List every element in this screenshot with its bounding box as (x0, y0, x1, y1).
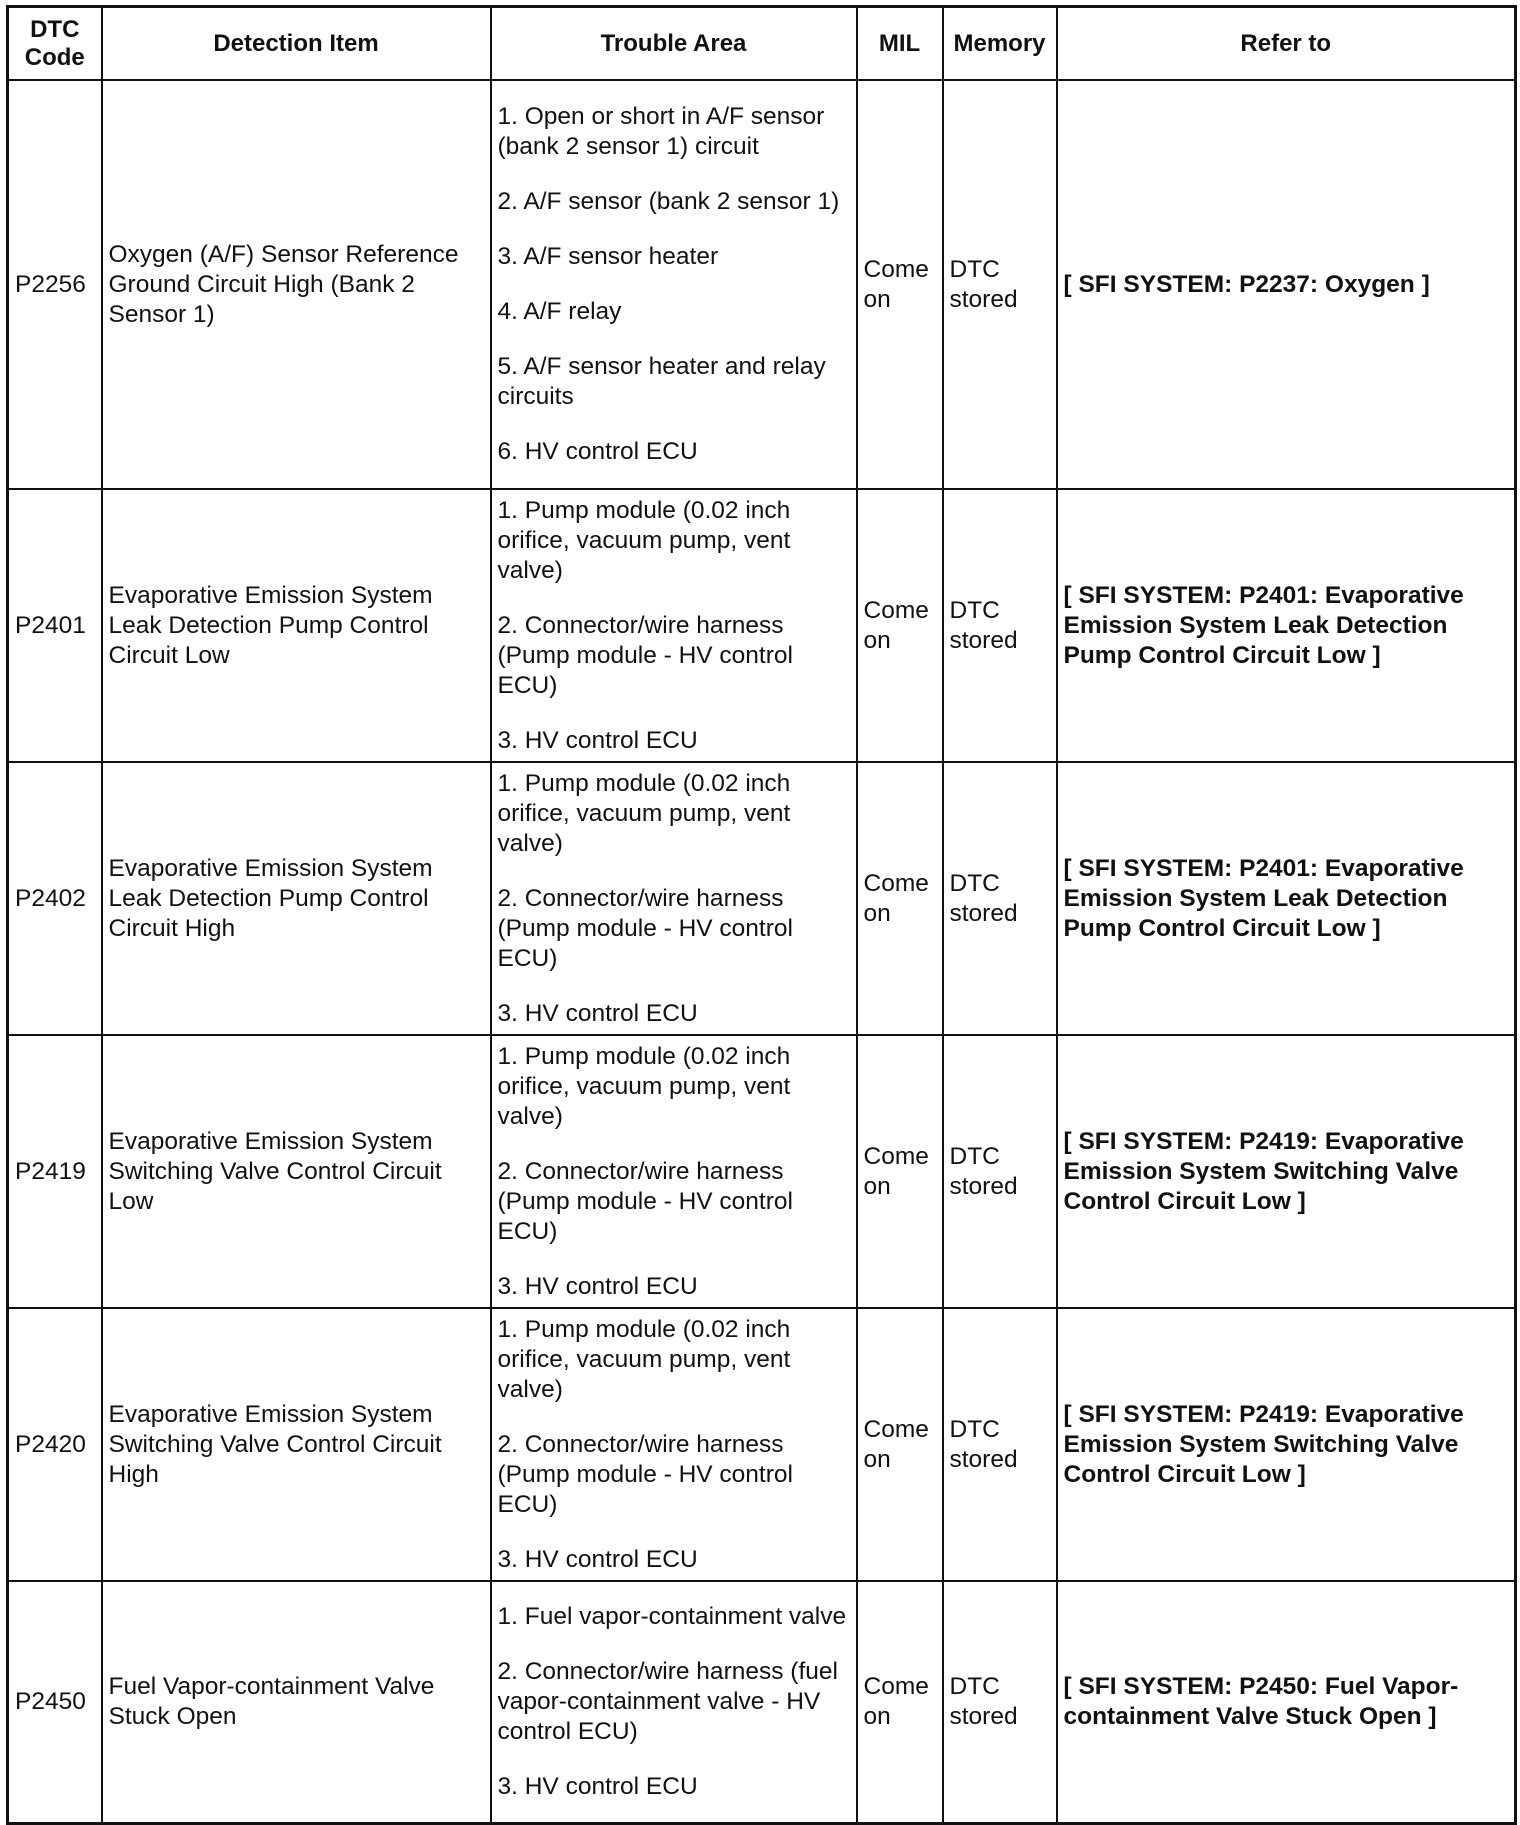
mil-status: Come on (857, 762, 943, 1035)
memory-status: DTC stored (943, 762, 1057, 1035)
mil-status: Come on (857, 1581, 943, 1823)
trouble-item: 1. Open or short in A/F sensor (bank 2 sensor 1) circuit (497, 103, 825, 160)
trouble-item: 2. Connector/wire harness (Pump module - HV control ECU) (497, 884, 793, 972)
mil-status: Come on (857, 80, 943, 489)
trouble-item: 2. Connector/wire harness (Pump module - HV control ECU) (497, 611, 793, 699)
refer-link[interactable]: [ SFI SYSTEM: P2401: Evaporative Emission System Leak Detection Pump Control Circuit Low ] (1057, 489, 1516, 762)
header-detection-item: Detection Item (102, 7, 491, 81)
detection-item: Evaporative Emission System Leak Detection Pump Control Circuit Low (102, 489, 491, 762)
dtc-code: P2256 (8, 80, 102, 489)
trouble-item: 3. A/F sensor heater (497, 243, 719, 270)
refer-link[interactable]: [ SFI SYSTEM: P2419: Evaporative Emission System Switching Valve Control Circuit Low ] (1057, 1035, 1516, 1308)
trouble-area (491, 1581, 857, 1823)
dtc-code: P2402 (8, 762, 102, 1035)
trouble-item: 2. A/F sensor (bank 2 sensor 1) (497, 188, 840, 215)
header-trouble-area: Trouble Area (491, 7, 857, 81)
detection-item: Evaporative Emission System Switching Valve Control Circuit Low (102, 1035, 491, 1308)
trouble-item: 3. HV control ECU (497, 726, 698, 754)
trouble-item: 1. Pump module (0.02 inch orifice, vacuum pump, vent valve) (497, 1315, 791, 1403)
trouble-item: 1. Pump module (0.02 inch orifice, vacuum pump, vent valve) (497, 1042, 791, 1130)
trouble-item: 3. HV control ECU (497, 1772, 698, 1800)
trouble-item: 3. HV control ECU (497, 999, 698, 1027)
table-row (8, 489, 1516, 762)
table-row (8, 1308, 1516, 1581)
dtc-code: P2401 (8, 489, 102, 762)
trouble-item: 4. A/F relay (497, 298, 622, 325)
detection-item: Evaporative Emission System Switching Valve Control Circuit High (102, 1308, 491, 1581)
trouble-area (491, 1308, 857, 1581)
dtc-code: P2419 (8, 1035, 102, 1308)
trouble-item: 2. Connector/wire harness (Pump module - HV control ECU) (497, 1157, 793, 1245)
trouble-item: 2. Connector/wire harness (Pump module - HV control ECU) (497, 1430, 793, 1518)
trouble-item: 3. HV control ECU (497, 1545, 698, 1573)
refer-link[interactable]: [ SFI SYSTEM: P2450: Fuel Vapor-containment Valve Stuck Open ] (1057, 1581, 1516, 1823)
trouble-item: 2. Connector/wire harness (fuel vapor-containment valve - HV control ECU) (497, 1657, 838, 1745)
header-dtc-code: DTC Code (8, 7, 102, 81)
mil-status: Come on (857, 1308, 943, 1581)
trouble-item: 1. Pump module (0.02 inch orifice, vacuum pump, vent valve) (497, 496, 791, 584)
memory-status: DTC stored (943, 1308, 1057, 1581)
refer-link[interactable]: [ SFI SYSTEM: P2419: Evaporative Emission System Switching Valve Control Circuit Low ] (1057, 1308, 1516, 1581)
memory-status: DTC stored (943, 489, 1057, 762)
refer-link[interactable]: [ SFI SYSTEM: P2401: Evaporative Emission System Leak Detection Pump Control Circuit Low ] (1057, 762, 1516, 1035)
header-memory: Memory (943, 7, 1057, 81)
header-mil: MIL (857, 7, 943, 81)
memory-status: DTC stored (943, 80, 1057, 489)
table-row (8, 1035, 1516, 1308)
dtc-code: P2450 (8, 1581, 102, 1823)
dtc-table (6, 5, 1517, 1825)
trouble-item: 1. Fuel vapor-containment valve (497, 1602, 847, 1630)
mil-status: Come on (857, 489, 943, 762)
dtc-code: P2420 (8, 1308, 102, 1581)
trouble-item: 3. HV control ECU (497, 1272, 698, 1300)
trouble-area (491, 489, 857, 762)
memory-status: DTC stored (943, 1581, 1057, 1823)
detection-item: Oxygen (A/F) Sensor Reference Ground Circuit High (Bank 2 Sensor 1) (102, 80, 491, 489)
header-row (8, 7, 1516, 81)
trouble-area (491, 80, 857, 489)
detection-item: Fuel Vapor-containment Valve Stuck Open (102, 1581, 491, 1823)
mil-status: Come on (857, 1035, 943, 1308)
trouble-item: 1. Pump module (0.02 inch orifice, vacuum pump, vent valve) (497, 769, 791, 857)
detection-item: Evaporative Emission System Leak Detection Pump Control Circuit High (102, 762, 491, 1035)
header-refer-to: Refer to (1057, 7, 1516, 81)
trouble-item: 5. A/F sensor heater and relay circuits (497, 353, 826, 410)
table-row (8, 762, 1516, 1035)
trouble-area (491, 762, 857, 1035)
refer-link[interactable]: [ SFI SYSTEM: P2237: Oxygen ] (1057, 80, 1516, 489)
memory-status: DTC stored (943, 1035, 1057, 1308)
table-row (8, 80, 1516, 489)
trouble-area (491, 1035, 857, 1308)
trouble-item: 6. HV control ECU (497, 438, 698, 465)
table-row (8, 1581, 1516, 1823)
